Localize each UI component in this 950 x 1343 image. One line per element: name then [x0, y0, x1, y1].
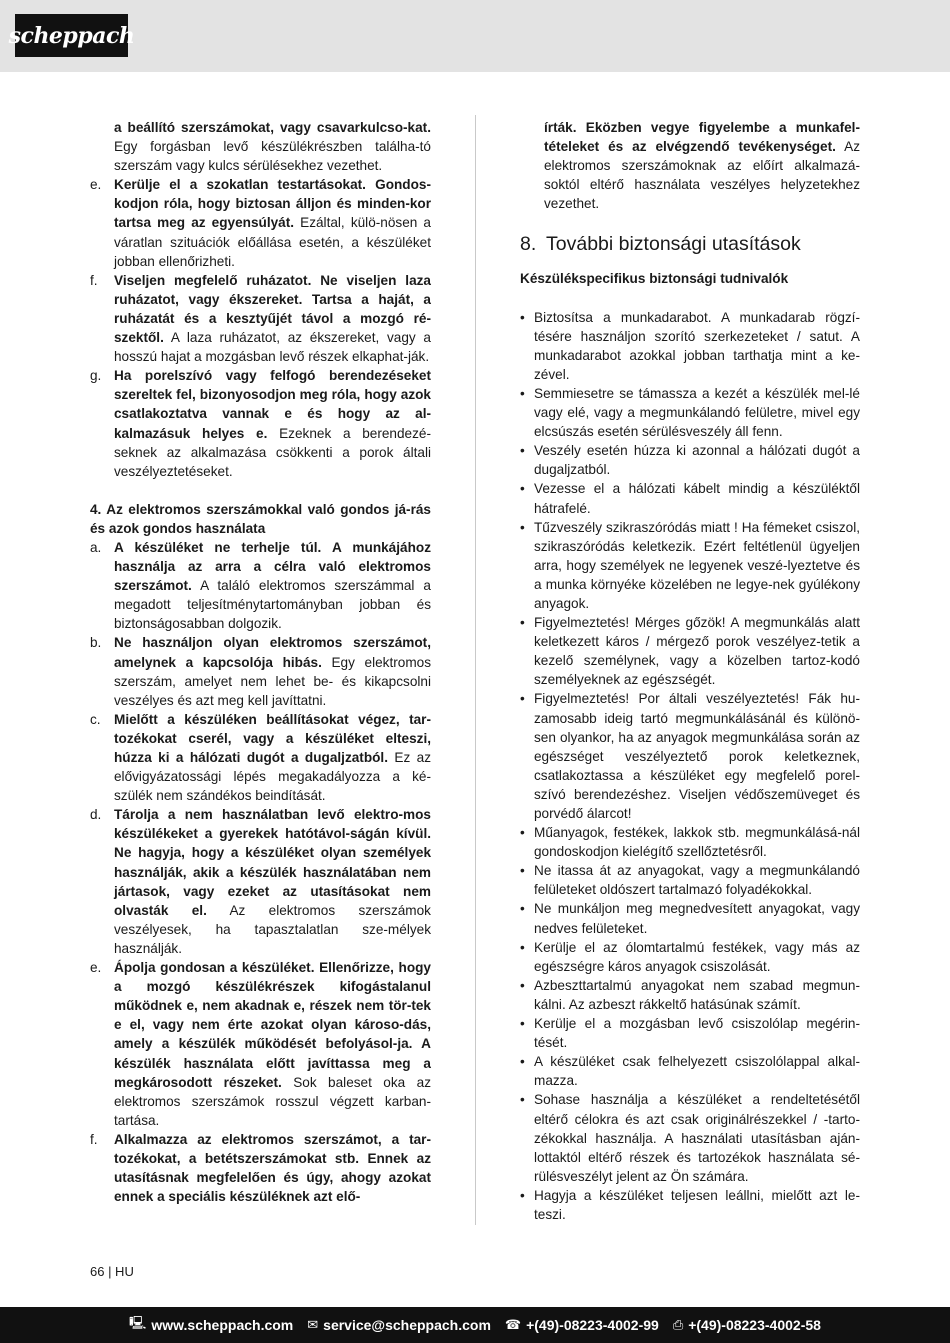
bullet-marker: •: [520, 481, 525, 497]
section-title: További biztonsági utasítások: [546, 233, 801, 256]
safety-bullet-list: [520, 308, 860, 1225]
text-bold: Ne használjon olyan elektromos szerszámot, amelynek a kapcsolója hibás.: [114, 635, 431, 670]
list-item-e: [90, 958, 431, 1130]
text-normal: A találó elektromos szerszámmal a megadott teljesítménytartományban jobban és biztonságosabban dolgozik.: [114, 578, 431, 632]
text-normal: Ezeknek a berendezé-seknek az alkalmazása csökkenti a porok általi veszélyeztetéseket.: [114, 425, 431, 479]
list-marker: f.: [90, 1131, 98, 1147]
bullet-item: [520, 689, 860, 823]
bullet-item: [520, 861, 860, 899]
text-bold: a beállító szerszámokat, vagy csavarkulcso-kat.: [114, 120, 431, 135]
footer-fax[interactable]: [673, 1317, 821, 1333]
text-normal: Egy elektromos szerszám, amelyet nem lehet be- és kikapcsolni veszélyes és azt meg kell javíttatni.: [114, 654, 432, 708]
scheppach-logo: scheppach: [15, 14, 128, 57]
bullet-marker: •: [520, 309, 525, 325]
mail-icon: ✉: [307, 1317, 319, 1332]
footer-email[interactable]: [307, 1317, 491, 1333]
list-item-d: [90, 805, 431, 958]
list-item-b: [90, 633, 431, 709]
bullet-marker: •: [520, 901, 525, 917]
column-divider: [475, 115, 476, 1225]
list-marker: e.: [90, 960, 102, 976]
right-intro-paragraph: [520, 118, 860, 213]
bullet-item: [520, 1186, 860, 1224]
text-bold: A készüléket ne terhelje túl. A munkájához használja az arra a célra való elektromos szerszámot.: [114, 539, 431, 594]
section-number: 8.: [520, 233, 537, 256]
bullet-text: Sohase használja a készüléket a rendeltetésétől eltérő célokra és azt csak originálrészekkel / -tarto-zékokkal használja. A használati utasításban aján-lottaktól eltérő részek és tartozékok használata sé-rülésveszélyt jelent az Ön számára.: [534, 1092, 860, 1184]
bullet-item: [520, 899, 860, 937]
section-8-heading: [520, 231, 860, 257]
text-bold: Ápolja gondosan a készüléket. Ellenőrizze, hogy a mozgó készülékrészek kifogástalanul működnek e, nem akadnak e, részek nem tör-tek e el, vagy nem érte azokat olyan károso-dás, amely a készülék működését befolyásol-ja. A készülék használata előtt javíttassa meg a megkárosodott részeket.: [114, 960, 431, 1090]
list-marker: g.: [90, 368, 102, 384]
bullet-marker: •: [520, 519, 525, 535]
bullet-text: Azbeszttartalmú anyagokat nem szabad megmun-kálni. Az azbeszt rákkeltő hatásúnak számít.: [534, 977, 860, 1012]
bullet-text: Tűzveszély szikraszóródás miatt ! Ha fémeket csiszol, szikraszóródás keletkezik. Ezért feltétlenül ügyeljen arra, hogy személyek ne legyenek veszé-lyeztetve és a munka környéke közelében ne legye-nek gyúlékony anyagok.: [534, 519, 860, 611]
phone-icon: ☎: [504, 1317, 522, 1332]
footer-phone[interactable]: [505, 1317, 659, 1333]
list-marker: f.: [90, 272, 98, 288]
page-number: 66 | HU: [90, 1264, 134, 1279]
bullet-marker: •: [520, 443, 525, 459]
list-marker: d.: [90, 807, 102, 823]
page-footer: [0, 1307, 950, 1343]
list-item-g: [90, 366, 431, 481]
text-normal: A laza ruházatot, az ékszereket, vagy a hosszú hajat a mozgásban levő részek elkaphat-ják.: [114, 330, 431, 365]
text-normal: Sok baleset oka az elektromos szerszámok rosszul végzett karban-tartása.: [114, 1074, 431, 1128]
fax-icon: ⎙: [672, 1317, 684, 1332]
footer-fax-text: +(49)-08223-4002-58: [688, 1317, 821, 1333]
text-bold: írták. Eközben vegye figyelembe a munkafel-tételeket és az elvégzendő tevékenységet.: [544, 120, 860, 155]
page-header: [0, 0, 950, 72]
list-item-a: [90, 538, 431, 633]
text-bold: Viseljen megfelelő ruházatot. Ne viseljen laza ruházatot, vagy ékszereket. Tartsa a haját, a ruházatát és a kesztyűjét távol a mozgó ré-szektől.: [114, 272, 431, 346]
bullet-item: [520, 308, 860, 384]
bullet-item: [520, 823, 860, 861]
bullet-text: Biztosítsa a munkadarabot. A munkadarab rögzí-tésére használjon szorító szerkezeteket / satut. A munkadarabot azokkal jobban tarthatja mint a ke-zével.: [534, 309, 860, 382]
bullet-item: [520, 479, 860, 517]
bullet-item: [520, 441, 860, 479]
list-marker: b.: [90, 635, 102, 651]
list-item-f: [90, 271, 431, 366]
list-item-f: [90, 1130, 431, 1206]
bullet-item: [520, 384, 860, 441]
bullet-item: [520, 976, 860, 1014]
bullet-marker: •: [520, 615, 525, 631]
left-intro-paragraph: [90, 118, 431, 175]
bullet-marker: •: [520, 691, 525, 707]
list-item-e: [90, 175, 431, 270]
bullet-text: Ne itassa át az anyagokat, vagy a megmunkálandó felületeket oldószert tartalmazó folyadékokkal.: [534, 863, 860, 898]
bullet-text: Vezesse el a hálózati kábelt mindig a készüléktől hátrafelé.: [534, 481, 860, 516]
bullet-text: Figyelmeztetés! Por általi veszélyeztetés! Fák hu-zamosabb ideig tartó megmunkálásánál és különö-sen olyankor, ha az anyagok megmunkálása során az egészséget veszélyeztető porok keletkeznek, csatlakoztassa a készüléket egy megfelelő porel-szívó berendezéshez. Viseljen védőszemüveget és porvédő álarcot!: [534, 691, 860, 821]
text-bold: Tárolja a nem használatban levő elektro-mos készülékeket a gyerekek hatótávol-ságán kívül. Ne hagyja, hogy a készüléket olyan személyek használják, akik a készülék használatában nem jártasok, vagy ezeket az utasításokat nem olvasták el.: [114, 807, 431, 918]
monitor-icon: 🖳: [129, 1315, 147, 1330]
footer-web-text: www.scheppach.com: [151, 1317, 294, 1333]
subheading: Készülékspecifikus biztonsági tudnivalók: [520, 271, 789, 287]
bullet-text: Kerülje el a mozgásban levő csiszolólap megérin-tését.: [534, 1016, 860, 1051]
text-bold: Mielőtt a készüléken beállításokat végez, tar-tozékokat cserél, vagy a készüléket elteszi, húzza ki a hálózati dugót a dugaljzatból.: [114, 711, 431, 765]
text-normal: Egy forgásban levő készülékrészben találha-tó szerszám vagy kulcs sérülésekhez vezethet.: [114, 139, 431, 174]
text-normal: Ezáltal, külö-nösen a váratlan szituációk előállása esetén, a készüléket jobban ellenőrizheti.: [114, 215, 431, 269]
bullet-item: [520, 938, 860, 976]
bullet-text: Kerülje el az ólomtartalmú festékek, vagy más az egészségre káros anyagok csiszolását.: [534, 939, 860, 974]
footer-web[interactable]: [129, 1314, 293, 1336]
bullet-text: Semmiesetre se támassza a kezét a készülék mel-lé vagy elé, vagy a megmunkálandó felületre, mivel egy elcsúszás esetén sérülésveszély áll fenn.: [534, 385, 860, 440]
bullet-text: Veszély esetén húzza ki azonnal a hálózati dugót a dugaljzatból.: [534, 443, 860, 478]
footer-phone-text: +(49)-08223-4002-99: [526, 1317, 659, 1333]
bullet-text: A készüléket csak felhelyezett csiszolólappal alkal-mazza.: [534, 1054, 860, 1089]
bullet-item: [520, 613, 860, 689]
text-normal: Az elektromos szerszámok veszélyesek, ha tapasztalatlan sze-mélyek használják.: [114, 902, 431, 956]
bullet-item: [520, 518, 860, 613]
bullet-marker: •: [520, 977, 525, 993]
bullet-marker: •: [520, 1187, 525, 1203]
text-bold: Kerülje el a szokatlan testartásokat. Gondos-kodjon róla, hogy biztosan álljon és minden-kor tartsa meg az egyensúlyát.: [114, 177, 431, 231]
bullet-marker: •: [520, 1016, 525, 1032]
bullet-marker: •: [520, 863, 525, 879]
text-bold: Ha porelszívó vagy felfogó berendezéseket szereltek fel, bizonyosodjon meg róla, hogy azok csatlakoztatva vannak e és hogy az al-kalmazásuk helyes e.: [114, 368, 431, 441]
bullet-marker: •: [520, 939, 525, 955]
bullet-marker: •: [520, 825, 525, 841]
left-column: [90, 118, 431, 1206]
bullet-marker: •: [520, 1054, 525, 1070]
bullet-item: [520, 1090, 860, 1185]
text-bold: Alkalmazza az elektromos szerszámot, a tar-tozékokat, a betétszerszámokat stb. Ennek az utasításnak megfelelően és úgy, ahogy azokat ennek a speciális készüléknek azt elő-: [114, 1131, 431, 1205]
right-column: [520, 118, 860, 1224]
bullet-marker: •: [520, 385, 525, 401]
bullet-text: Ne munkáljon meg megnedvesített anyagokat, vagy nedves felületeket.: [534, 901, 860, 936]
bullet-marker: •: [520, 1092, 525, 1108]
list-marker: c.: [90, 711, 101, 727]
text-normal: Az elektromos szerszámoknak az előírt alkalmazá-soktól eltérő használata veszélyes helyzetekhez vezethet.: [544, 139, 860, 212]
bullet-item: [520, 1014, 860, 1052]
bullet-text: Műanyagok, festékek, lakkok stb. megmunkálásá-nál gondoskodjon kielégítő szellőztetésről.: [534, 825, 860, 860]
footer-email-text: service@scheppach.com: [323, 1317, 491, 1333]
list-marker: a.: [90, 539, 102, 555]
list-marker: e.: [90, 177, 102, 193]
list-item-c: [90, 710, 431, 805]
text-normal: Ez az elővigyázatossági lépés megakadályozza a ké-szülék nem szándékos beindítását.: [114, 750, 432, 804]
bullet-text: Figyelmeztetés! Mérges gőzök! A megmunkálás alatt keletkezett káros / mérgező porok veszélyez-tetik a kezelő személynek, vagy a közelben tartoz-kodó személyeknek az egészségét.: [534, 615, 860, 688]
bullet-item: [520, 1052, 860, 1090]
bullet-text: Hagyja a készüléket teljesen leállni, mielőtt azt le-teszi.: [534, 1187, 860, 1222]
section-4-title: 4. Az elektromos szerszámokkal való gondos já-rás és azok gondos használata: [90, 501, 431, 536]
